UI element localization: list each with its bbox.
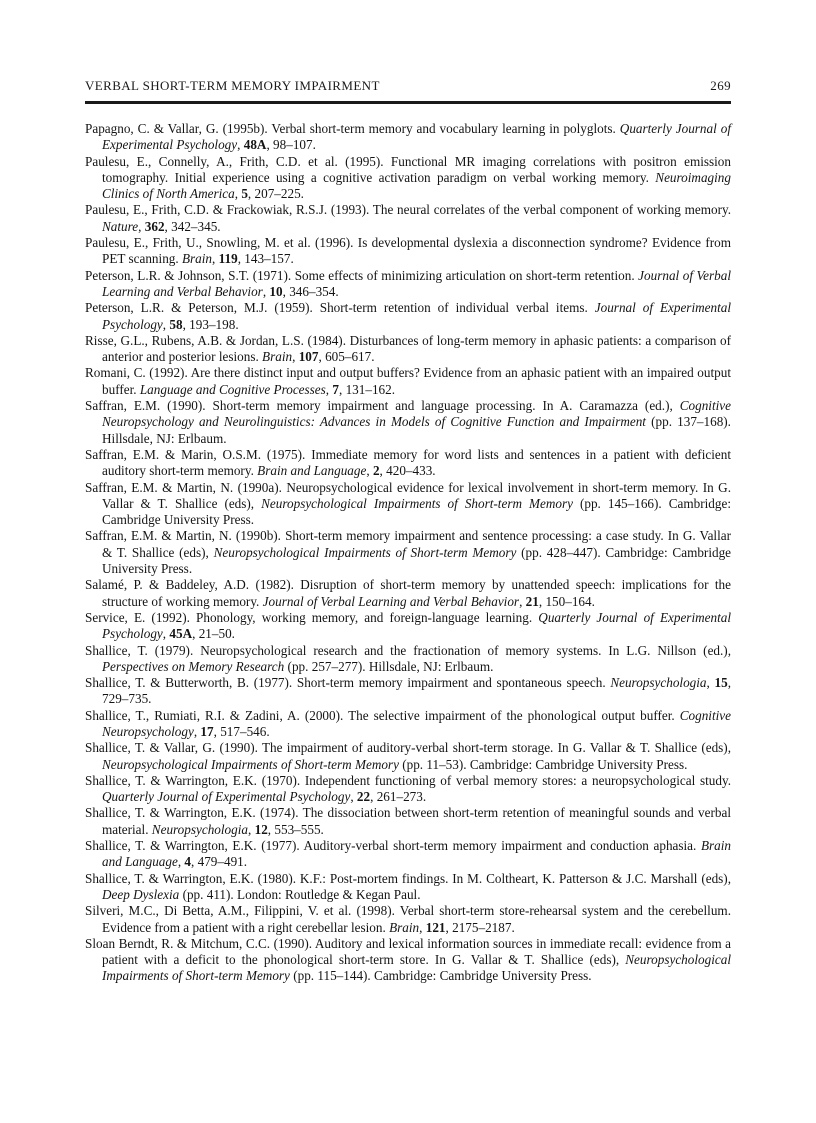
reference-entry: Salamé, P. & Baddeley, A.D. (1982). Disruption of short-term memory by unattended speech: implications for the structure of working memory. Journal of Verbal Learning and Verbal Behavior, 21, 150–164.: [85, 577, 731, 609]
reference-entry: Risse, G.L., Rubens, A.B. & Jordan, L.S. (1984). Disturbances of long-term memory in aphasic patients: a comparison of anterior and posterior lesions. Brain, 107, 605–617.: [85, 332, 731, 365]
reference-entry: Shallice, T. & Warrington, E.K. (1980). K.F.: Post-mortem findings. In M. Coltheart, K. Patterson & J.C. Marshall (eds), Deep Dyslexia (pp. 411). London: Routledge & Kegan Paul.: [85, 870, 731, 902]
reference-entry: Paulesu, E., Frith, C.D. & Frackowiak, R.S.J. (1993). The neural correlates of the verbal component of working memory. Nature, 362, 342–345.: [85, 202, 731, 234]
references-list: [85, 121, 731, 985]
reference-entry: Papagno, C. & Vallar, G. (1995b). Verbal short-term memory and vocabulary learning in polyglots. Quarterly Journal of Experimental Psychology, 48A, 98–107.: [85, 121, 731, 153]
reference-entry: Shallice, T., Rumiati, R.I. & Zadini, A. (2000). The selective impairment of the phonological output buffer. Cognitive Neuropsychology, 17, 517–546.: [85, 707, 731, 739]
page-number: 269: [710, 78, 731, 93]
reference-entry: Shallice, T. (1979). Neuropsychological research and the fractionation of memory systems. In L.G. Nillson (ed.), Perspectives on Memory Research (pp. 257–277). Hillsdale, NJ: Erlbaum.: [85, 642, 731, 674]
reference-entry: Romani, C. (1992). Are there distinct input and output buffers? Evidence from an aphasic patient with an impaired output buffer. Language and Cognitive Processes, 7, 131–162.: [85, 365, 731, 397]
reference-entry: Shallice, T. & Warrington, E.K. (1974). The dissociation between short-term retention of meaningful sounds and verbal material. Neuropsychologia, 12, 553–555.: [85, 805, 731, 837]
reference-entry: Paulesu, E., Frith, U., Snowling, M. et al. (1996). Is developmental dyslexia a disconnection syndrome? Evidence from PET scanning. Brain, 119, 143–157.: [85, 235, 731, 267]
reference-entry: Saffran, E.M. & Martin, N. (1990a). Neuropsychological evidence for lexical involvement in short-term memory. In G. Vallar & T. Shallice (eds), Neuropsychological Impairments of Short-term Memory (pp. 145–166). Cambridge: Cambridge University Press.: [85, 479, 731, 528]
running-head-title: VERBAL SHORT-TERM MEMORY IMPAIRMENT: [85, 78, 380, 93]
reference-entry: Sloan Berndt, R. & Mitchum, C.C. (1990). Auditory and lexical information sources in immediate recall: evidence from a patient with a deficit to the phonological short-term store. In G. Vallar & T. Shallice (eds), Neuropsychological Impairments of Short-term Memory (pp. 115–144). Cambridge: Cambridge University Press.: [85, 935, 731, 984]
reference-entry: Saffran, E.M. (1990). Short-term memory impairment and language processing. In A. Caramazza (ed.), Cognitive Neuropsychology and Neurolinguistics: Advances in Models of Cognitive Function and Impairment (pp. 137–168). Hillsdale, NJ: Erlbaum.: [85, 398, 731, 446]
reference-entry: Shallice, T. & Butterworth, B. (1977). Short-term memory impairment and spontaneous speech. Neuropsychologia, 15, 729–735.: [85, 675, 732, 707]
reference-entry: Shallice, T. & Vallar, G. (1990). The impairment of auditory-verbal short-term storage. In G. Vallar & T. Shallice (eds), Neuropsychological Impairments of Short-term Memory (pp. 11–53). Cambridge: Cambridge University Press.: [85, 740, 731, 772]
reference-entry: Shallice, T. & Warrington, E.K. (1977). Auditory-verbal short-term memory impairment and conduction aphasia. Brain and Language, 4, 479–491.: [85, 838, 731, 870]
reference-entry: Shallice, T. & Warrington, E.K. (1970). Independent functioning of verbal memory stores: a neuropsychological study. Quarterly Journal of Experimental Psychology, 22, 261–273.: [85, 772, 731, 805]
reference-entry: Service, E. (1992). Phonology, working memory, and foreign-language learning. Quarterly Journal of Experimental Psychology, 45A, 21–50.: [85, 609, 731, 642]
page-content: [85, 78, 731, 985]
reference-entry: Paulesu, E., Connelly, A., Frith, C.D. et al. (1995). Functional MR imaging correlations with positron emission tomography. Initial experience using a cognitive activation paradigm on verbal working memory. Neuroimaging Clinics of North America, 5, 207–225.: [85, 153, 731, 202]
reference-entry: Saffran, E.M. & Martin, N. (1990b). Short-term memory impairment and sentence processing: a case study. In G. Vallar & T. Shallice (eds), Neuropsychological Impairments of Short-term Memory (pp. 428–447). Cambridge: Cambridge University Press.: [85, 528, 732, 577]
header-rule: [85, 101, 731, 104]
reference-entry: Peterson, L.R. & Peterson, M.J. (1959). Short-term retention of individual verbal items. Journal of Experimental Psychology, 58, 193–198.: [85, 300, 731, 332]
reference-entry: Peterson, L.R. & Johnson, S.T. (1971). Some effects of minimizing articulation on short-term retention. Journal of Verbal Learning and Verbal Behavior, 10, 346–354.: [85, 267, 731, 299]
reference-entry: Silveri, M.C., Di Betta, A.M., Filippini, V. et al. (1998). Verbal short-term store-rehearsal system and the cerebellum. Evidence from a patient with a right cerebellar lesion. Brain, 121, 2175–2187.: [85, 903, 731, 935]
reference-entry: Saffran, E.M. & Marin, O.S.M. (1975). Immediate memory for word lists and sentences in a patient with deficient auditory short-term memory. Brain and Language, 2, 420–433.: [85, 446, 731, 479]
running-head: [85, 78, 731, 94]
